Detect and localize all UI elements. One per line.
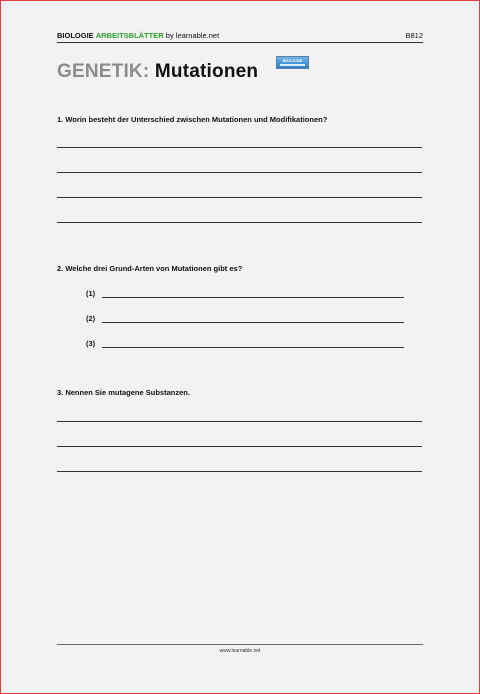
footer-url: www.learnable.net [219, 648, 261, 654]
logo-bar [280, 64, 305, 66]
header-series: ARBEITSBLÄTTER [95, 31, 164, 40]
enum-answer-line-3[interactable] [102, 347, 404, 348]
answer-line[interactable] [57, 421, 422, 422]
title-name: Mutationen [154, 61, 259, 82]
answer-line[interactable] [57, 147, 422, 148]
enum-answer-line-2[interactable] [102, 322, 404, 323]
biologie-logo [276, 56, 309, 69]
header-byline: by learnable.net [165, 31, 220, 40]
footer-divider [57, 644, 423, 645]
enum-label-3: (3) [86, 339, 96, 348]
answer-line[interactable] [57, 446, 422, 447]
header-code: B812 [405, 31, 423, 40]
question-2: 2. Welche drei Grund-Arten von Mutationen gibt es? [57, 264, 243, 273]
logo-text: BIOLOGIE [282, 58, 303, 63]
answer-line[interactable] [57, 471, 422, 472]
answer-line[interactable] [57, 197, 422, 198]
enum-label-2: (2) [86, 314, 96, 323]
question-3: 3. Nennen Sie mutagene Substanzen. [57, 388, 190, 397]
page-title [57, 61, 258, 83]
header-subject: BIOLOGIE [57, 31, 94, 40]
enum-answer-line-1[interactable] [102, 297, 404, 298]
title-topic: GENETIK: [57, 61, 150, 82]
answer-line[interactable] [57, 172, 422, 173]
enum-label-1: (1) [86, 289, 96, 298]
page-header [57, 31, 423, 40]
question-1: 1. Worin besteht der Unterschied zwischen Mutationen und Modifikationen? [57, 115, 328, 124]
answer-line[interactable] [57, 222, 422, 223]
header-divider [57, 42, 423, 43]
